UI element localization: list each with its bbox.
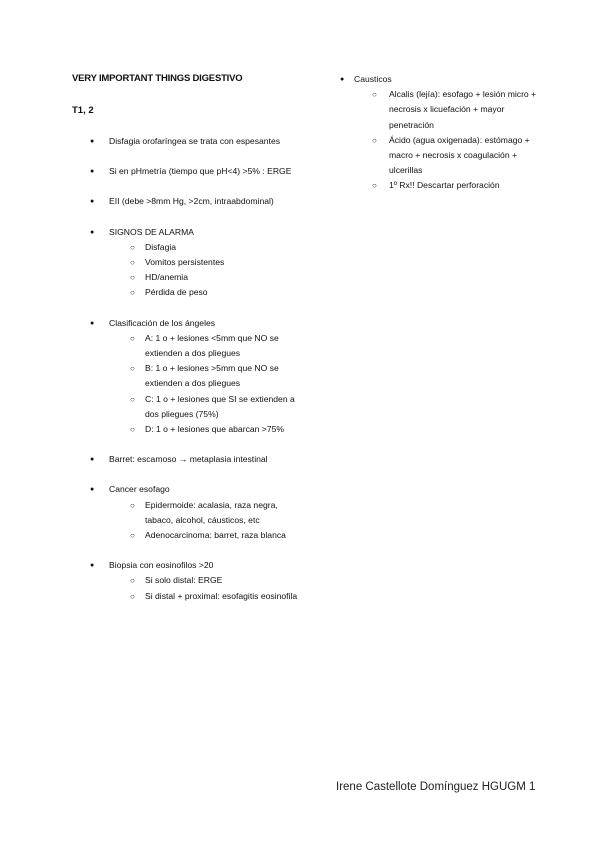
sub-bullet-item: ○ 1º Rx!! Descartar perforación <box>354 178 540 193</box>
bullet-text: EII (debe >8mm Hg, >2cm, intraabdominal) <box>109 196 274 207</box>
sub-bullet-item: ○ Si distal + proximal: esofagitis eosinofila <box>109 589 302 604</box>
bullet-text: SIGNOS DE ALARMA <box>109 226 195 237</box>
sub-bullet-list <box>354 87 540 193</box>
sub-bullet-list <box>109 331 302 437</box>
left-bullet-list <box>72 134 302 604</box>
bullet-text: Cancer esofago <box>109 484 170 495</box>
bullet-item <box>72 225 302 301</box>
bullet-item <box>72 194 302 209</box>
sub-bullet-item: ○ Epidermoide: acalasia, raza negra, tabaco, alcohol, cáusticos, etc <box>109 498 302 528</box>
sub-bullet-list <box>109 573 302 603</box>
document-subtitle: T1, 2 <box>72 105 94 116</box>
sub-bullet-item: ○ C: 1 o + lesiones que SI se extienden a dos pliegues (75%) <box>109 392 302 422</box>
sub-bullet-item: ○ Disfagia <box>109 240 302 255</box>
right-bullet-list <box>340 72 540 194</box>
document-title: VERY IMPORTANT THINGS DIGESTIVO <box>72 73 243 84</box>
bullet-item <box>72 134 302 149</box>
sub-bullet-list <box>109 498 302 544</box>
bullet-text: Si en pHmetría (tiempo que pH<4) >5% : ERGE <box>109 166 292 177</box>
page-footer: Irene Castellote Domínguez HGUGM 1 <box>336 781 536 793</box>
sub-bullet-item: ○ Vomitos persistentes <box>109 255 302 270</box>
sub-bullet-item: ○ D: 1 o + lesiones que abarcan >75% <box>109 422 302 437</box>
bullet-text: Disfagia orofaríngea se trata con espesantes <box>109 136 281 146</box>
bullet-text: Biopsia con eosinofilos >20 <box>109 560 214 571</box>
bullet-item <box>340 72 540 194</box>
bullet-text: Barret: escamoso → metaplasia intestinal <box>109 454 268 465</box>
bullet-item <box>72 558 302 604</box>
bullet-item <box>72 452 302 467</box>
sub-bullet-item: ○ HD/anemia <box>109 270 302 285</box>
sub-bullet-list <box>109 240 302 301</box>
bullet-item <box>72 482 302 543</box>
left-column <box>72 72 302 619</box>
sub-bullet-item: ○ B: 1 o + lesiones >5mm que NO se extienden a dos pliegues <box>109 361 302 391</box>
sub-bullet-item: ○ Adenocarcinoma: barret, raza blanca <box>109 528 302 543</box>
bullet-text: Causticos <box>354 74 392 84</box>
sub-bullet-item: ○ Si solo distal: ERGE <box>109 573 302 588</box>
sub-bullet-item: ○ A: 1 o + lesiones <5mm que NO se extienden a dos pliegues <box>109 331 302 361</box>
bullet-item <box>72 164 302 179</box>
sub-bullet-item: ○ Alcalis (lejía): esofago + lesión micro + necrosis x licuefación + mayor penetración <box>354 87 540 133</box>
sub-bullet-item: ○ Ácido (agua oxigenada): estómago + macro + necrosis x coagulación + ulcerillas <box>354 133 540 179</box>
bullet-text: Clasificación de los ángeles <box>109 317 216 328</box>
bullet-item <box>72 316 302 438</box>
right-column <box>340 72 540 209</box>
sub-bullet-item: ○ Pérdida de peso <box>109 285 302 300</box>
